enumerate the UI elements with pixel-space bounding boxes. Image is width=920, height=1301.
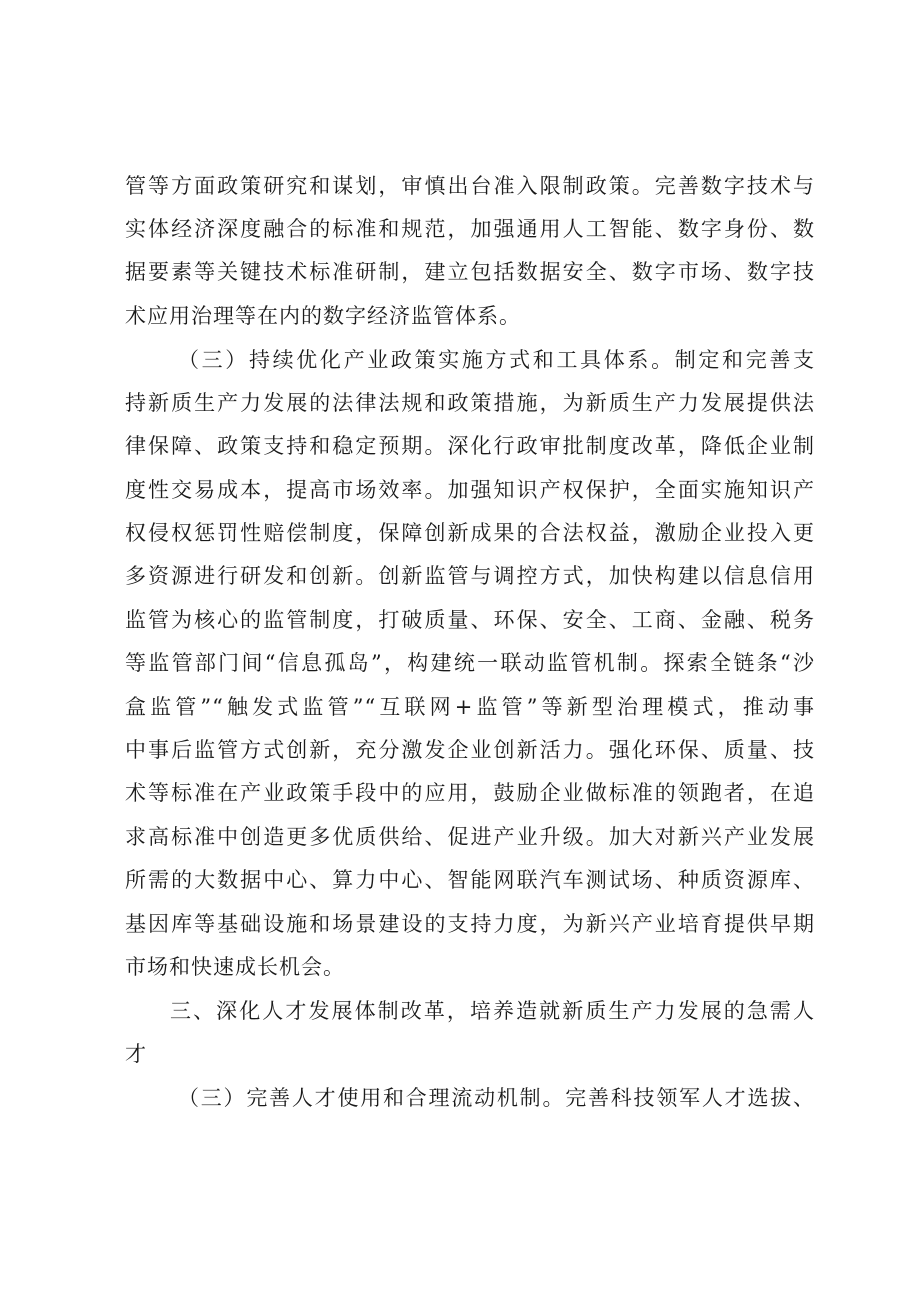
text-line: 律保障、政策支持和稳定预期。深化行政审批制度改革，降低企业制 — [125, 434, 815, 458]
text-line: 术等标准在产业政策手段中的应用，鼓励企业做标准的领跑者，在追 — [125, 781, 815, 805]
chapter-heading-line: 才 — [125, 1042, 147, 1066]
chapter-heading-line: 三、深化人才发展体制改革，培养造就新质生产力发展的急需人 — [170, 999, 815, 1023]
text-line: 监管为核心的监管制度，打破质量、环保、安全、工商、金融、税务 — [125, 608, 815, 632]
text-line: 盒监管”“触发式监管”“互联网+监管”等新型治理模式，推动事 — [125, 695, 815, 719]
text-line: 市场和快速成长机会。 — [125, 955, 345, 979]
text-line: 度性交易成本，提高市场效率。加强知识产权保护，全面实施知识产 — [125, 478, 815, 502]
text-line: 求高标准中创造更多优质供给、促进产业升级。加大对新兴产业发展 — [125, 825, 815, 849]
text-line: 中事后监管方式创新，充分激发企业创新活力。强化环保、质量、技 — [125, 738, 815, 762]
section-heading-line: （三）完善人才使用和合理流动机制。完善科技领军人才选拔、 — [178, 1086, 815, 1110]
text-line: 术应用治理等在内的数字经济监管体系。 — [125, 304, 521, 328]
text-line: 所需的大数据中心、算力中心、智能网联汽车测试场、种质资源库、 — [125, 868, 815, 892]
text-line: 基因库等基础设施和场景建设的支持力度，为新兴产业培育提供早期 — [125, 912, 815, 936]
section-heading-line: （三）持续优化产业政策实施方式和工具体系。制定和完善支 — [178, 348, 815, 372]
text-line: 据要素等关键技术标准研制，建立包括数据安全、数字市场、数字技 — [125, 260, 815, 284]
text-line: 等监管部门间“信息孤岛”，构建统一联动监管机制。探索全链条“沙 — [125, 651, 815, 675]
text-line: 权侵权惩罚性赔偿制度，保障创新成果的合法权益，激励企业投入更 — [125, 521, 815, 545]
text-line: 持新质生产力发展的法律法规和政策措施，为新质生产力发展提供法 — [125, 391, 815, 415]
text-line: 管等方面政策研究和谋划，审慎出台准入限制政策。完善数字技术与 — [125, 174, 815, 198]
text-line: 实体经济深度融合的标准和规范，加强通用人工智能、数字身份、数 — [125, 217, 815, 241]
text-line: 多资源进行研发和创新。创新监管与调控方式，加快构建以信息信用 — [125, 564, 815, 588]
